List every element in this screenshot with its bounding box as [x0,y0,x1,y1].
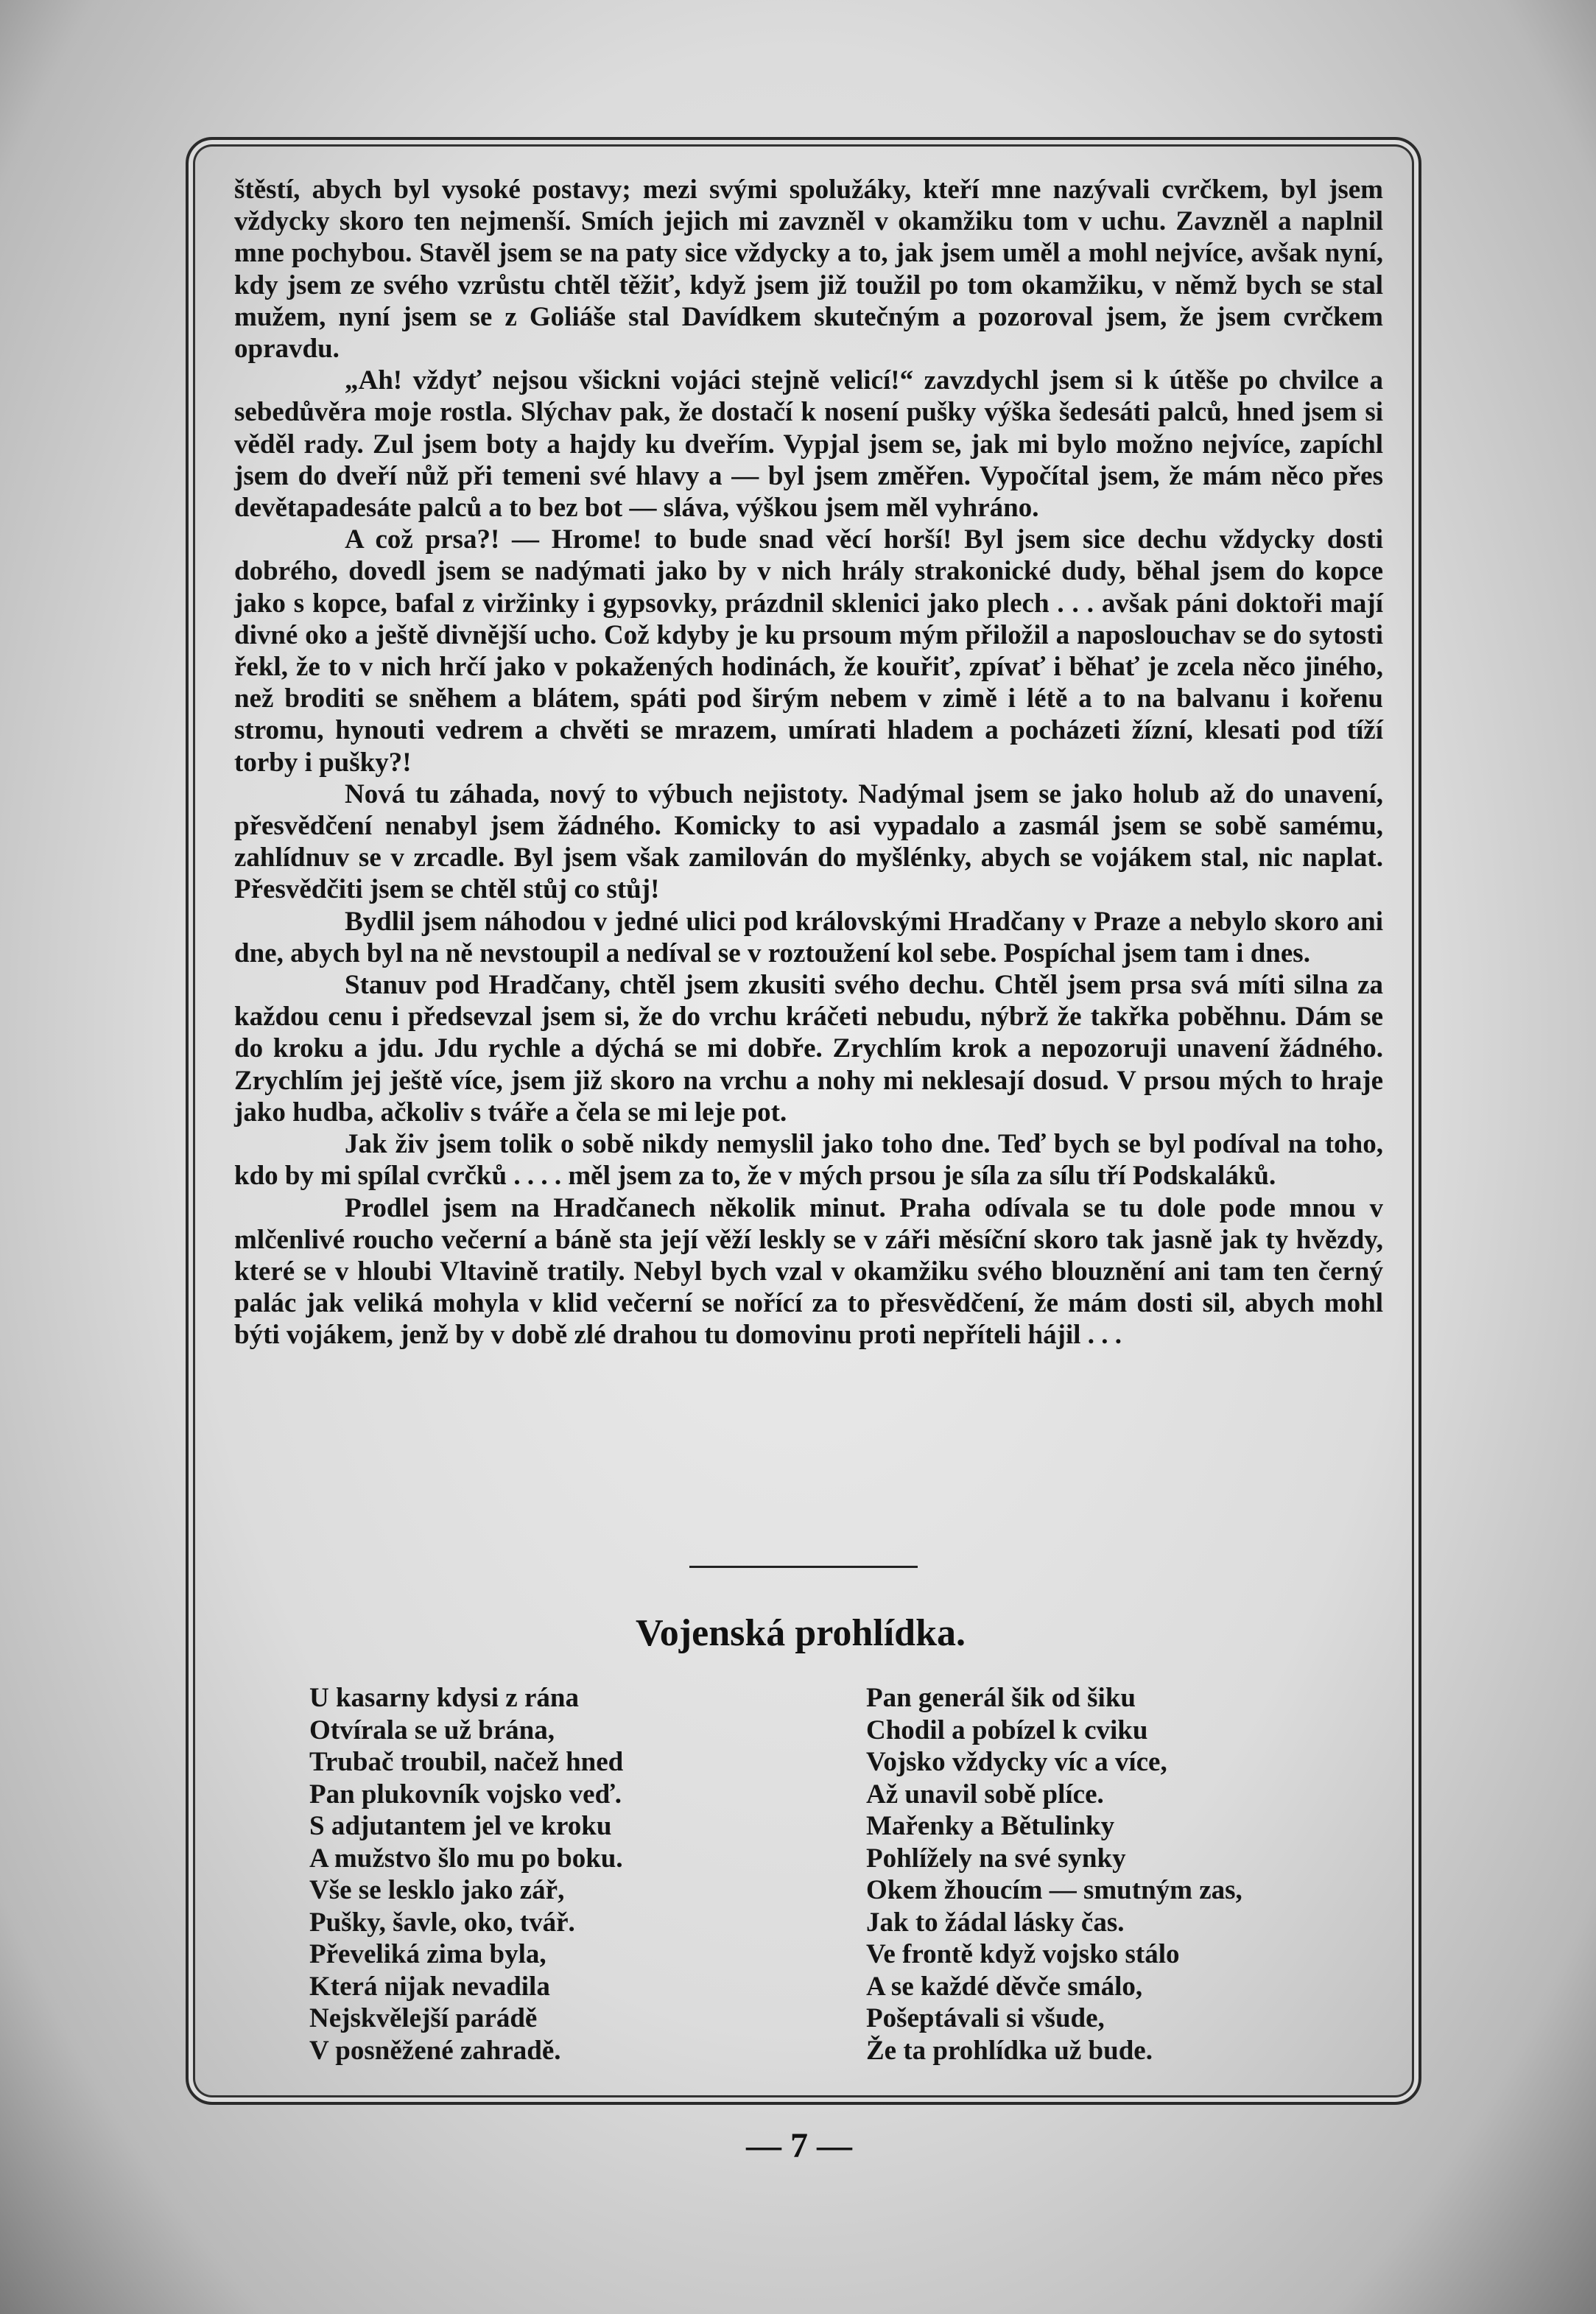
poem-left-column [309,1682,751,2067]
poem-line: Že ta prohlídka už bude. [866,2035,1153,2066]
poem-line: Okem žhoucím — smutným zas, [866,1875,1242,1905]
poem-line: U kasarny kdysi z rána [309,1683,579,1713]
prose-paragraph: A což prsa?! — Hrome! to bude snad věcí horší! Byl jsem sice dechu vždycky dosti dobrého, dovedl jsem se nadýmati jako by v nich hrály strakonické dudy, běhal jsem do kopce jako s kopce, bafal z viržinky i gypsovky, prázdnil sklenici jako plech . . . avšak páni doktoři mají divné oko a ještě divnější ucho. Což kdyby je ku prsoum mým přiložil a naposlouchav se do sytosti řekl, že to v nich hrčí jako v pokažených hodinách, že kouřiť, zpívať i běhať je zcela něco jiného, než broditi se sněhem a blátem, spáti pod širým nebem v zimě i létě a to na balvanu i kořenu stromu, hynouti vedrem a chvěti se mrazem, umírati hladem a pocházeti žízní, klesati pod tíží torby i pušky?! [234,524,1383,778]
prose-paragraph: Jak živ jsem tolik o sobě nikdy nemyslil jako toho dne. Teď bych se byl podíval na toho, kdo by mi spílal cvrčků . . . . měl jsem za to, že v mých prsou je síla za sílu tří Podskaláků. [234,1129,1383,1192]
poem-line: Vojsko vždycky víc a více, [866,1747,1167,1777]
poem-line: Vše se lesklo jako zář, [309,1875,565,1905]
poem-line: Mařenky a Bětulinky [866,1811,1115,1841]
poem-line: Nejskvělejší parádě [309,2003,538,2033]
poem-line: Až unavil sobě plíce. [866,1779,1104,1810]
poem-line: Pan generál šik od šiku [866,1683,1136,1713]
poem-line: Která nijak nevadila [309,1971,550,2002]
prose-paragraph: Bydlil jsem náhodou v jedné ulici pod královskými Hradčany v Praze a nebylo skoro ani dne, abych byl na ně nevstoupil a nedíval se v roztoužení kol sebe. Pospíchal jsem tam i dnes. [234,906,1383,968]
section-divider [689,1566,918,1568]
poem-line: Otvírala se už brána, [309,1715,555,1745]
prose-paragraph: „Ah! vždyť nejsou všickni vojáci stejně velicí!“ zavzdychl jsem si k útěše po chvilce a sebedůvěra moje rostla. Slýchav pak, že dostačí k nosení pušky výška šedesáti palců, hned jsem si věděl rady. Zul jsem boty a hajdy ku dveřím. Vypjal jsem se, jak mi bylo možno nejvíce, zapíchl jsem do dveří nůž při temeni své hlavy a — byl jsem změřen. Vypočítal jsem, že mám něco přes devětapadesáte palců a to bez bot — sláva, výškou jsem měl vyhráno. [234,365,1383,524]
page-number: — 7 — [746,2126,852,2165]
poem-line: Pan plukovník vojsko veď. [309,1779,622,1810]
prose-paragraph: Nová tu záhada, nový to výbuch nejistoty. Nadýmal jsem se jako holub až do unavení, přesvědčení nenabyl jsem žádného. Komicky to asi vypadalo a zasmál jsem se sobě samému, zahlídnuv se v zrcadle. Byl jsem však zamilován do myšlénky, abych se vojákem stal, nic naplat. Přesvědčiti jsem se chtěl stůj co stůj! [234,778,1383,905]
poem-right-column [866,1682,1337,2067]
poem-line: Pušky, šavle, oko, tvář. [309,1907,575,1938]
poem-line: Ve frontě když vojsko stálo [866,1939,1180,1969]
poem-line: A mužstvo šlo mu po boku. [309,1843,623,1874]
prose-paragraph: štěstí, abych byl vysoké postavy; mezi svými spolužáky, kteří mne nazývali cvrčkem, byl jsem vždycky skoro ten nejmenší. Smích jejich mi zavzněl v okamžiku tom v uchu. Zavzněl a naplnil mne pochybou. Stavěl jsem se na paty sice vždycky a to, jak jsem uměl a mohl nejvíce, avšak nyní, kdy jsem ze svého vzrůstu chtěl těžiť, když jsem již toužil po tom okamžiku, v němž bych se stal mužem, nyní jsem se z Goliáše stal Davídkem skutečným a pozoroval jsem, že jsem cvrčkem opravdu. [234,175,1383,365]
poem-line: Trubač troubil, načež hned [309,1747,624,1777]
poem-line: Pošeptávali si všude, [866,2003,1105,2033]
poem-line: Chodil a pobízel k cviku [866,1715,1148,1745]
poem-line: A se každé děvče smálo, [866,1971,1143,2002]
poem-title: Vojenská prohlídka. [636,1612,966,1654]
prose-paragraph: Stanuv pod Hradčany, chtěl jsem zkusiti svého dechu. Chtěl jsem prsa svá míti silna za každou cenu i předsevzal jsem si, že do vrchu kráčeti nebudu, nýbrž že takřka poběhnu. Dám se do kroku a jdu. Jdu rychle a dýchá se mi dobře. Zrychlím krok a nepozoruji unavení žádného. Zrychlím jej ještě více, jsem již skoro na vrchu a nohy mi neklesají dosud. V prsou mých to hraje jako hudba, ačkoliv s tváře a čela se mi leje pot. [234,970,1383,1128]
prose-paragraph: Prodlel jsem na Hradčanech několik minut. Praha odívala se tu dole pode mnou v mlčenlivé roucho večerní a báně sta její věží leskly se v záři měsíční skoro tak jasně jak ty hvězdy, které se v hloubi Vltavině tratily. Nebyl bych vzal v okamžiku svého blouznění ani tam ten černý palác jak veliká mohyla v klid večerní se nořící za to přesvědčení, že mám dosti sil, abych mohl býti vojákem, jenž by v době zlé drahou tu domovinu proti nepříteli hájil . . . [234,1192,1383,1351]
poem-line: Pohlížely na své synky [866,1843,1126,1874]
prose-body [234,174,1383,1351]
poem-line: S adjutantem jel ve kroku [309,1811,612,1841]
poem-line: Jak to žádal lásky čas. [866,1907,1125,1938]
poem-line: Převeliká zima byla, [309,1939,546,1969]
poem-line: V posněžené zahradě. [309,2035,561,2066]
